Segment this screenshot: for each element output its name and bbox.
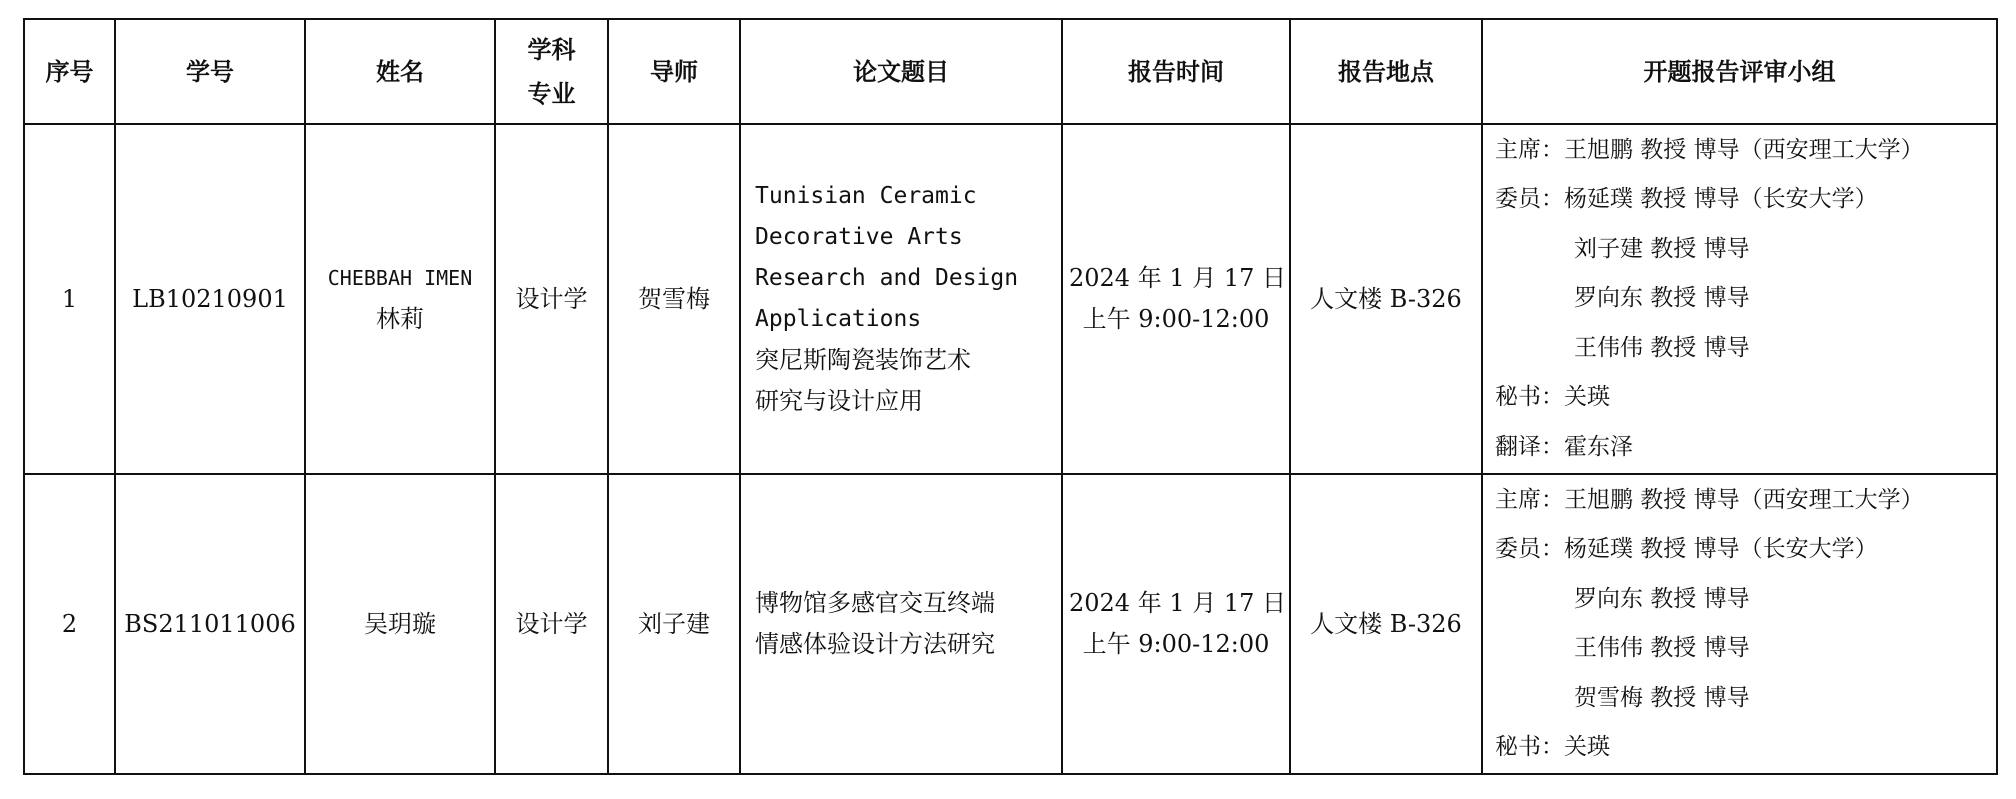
report-time-range: 上午 9:00-12:00 [1082, 305, 1270, 333]
cell-student-id: BS211011006 [115, 474, 305, 774]
cell-report-time [1062, 124, 1290, 474]
cell-report-place: 人文楼 B-326 [1290, 474, 1482, 774]
header-seq: 序号 [24, 19, 115, 124]
cell-advisor: 刘子建 [608, 474, 740, 774]
committee-member: 王伟伟 教授 博导 [1574, 635, 1750, 661]
cell-major: 设计学 [495, 474, 608, 774]
cell-seq: 1 [24, 124, 115, 474]
cell-name [305, 474, 495, 774]
committee-translator: 翻译：霍东泽 [1495, 433, 1633, 460]
student-name-zh: 林莉 [376, 305, 424, 333]
report-date: 2024 年 1 月 17 日 [1069, 264, 1287, 292]
table-row [24, 124, 1997, 474]
committee-member: 罗向东 教授 博导 [1574, 285, 1750, 312]
committee-member: 王伟伟 教授 博导 [1574, 334, 1750, 361]
header-major [495, 19, 608, 124]
defense-schedule-table [23, 18, 1998, 775]
cell-student-id: LB10210901 [115, 124, 305, 474]
cell-committee [1482, 474, 1997, 774]
title-zh-line: 研究与设计应用 [755, 387, 923, 415]
cell-report-time [1062, 474, 1290, 774]
committee-member: 委员：杨延璞 教授 博导（长安大学） [1495, 186, 1878, 213]
title-zh-line: 突尼斯陶瓷装饰艺术 [755, 346, 971, 374]
header-row [24, 19, 1997, 124]
cell-name [305, 124, 495, 474]
header-advisor: 导师 [608, 19, 740, 124]
table-row [24, 474, 1997, 774]
title-en-line: Applications [755, 306, 922, 332]
title-en-line: Tunisian Ceramic [755, 183, 977, 209]
title-en-line: Decorative Arts [755, 224, 963, 250]
committee-chair: 主席：王旭鹏 教授 博导（西安理工大学） [1495, 486, 1924, 513]
header-committee: 开题报告评审小组 [1482, 19, 1997, 124]
committee-member: 委员：杨延璞 教授 博导（长安大学） [1495, 536, 1878, 562]
committee-secretary: 秘书：关瑛 [1495, 734, 1610, 760]
header-thesis-title: 论文题目 [740, 19, 1062, 124]
committee-member: 刘子建 教授 博导 [1574, 235, 1750, 262]
header-student-id: 学号 [115, 19, 305, 124]
title-zh-line: 博物馆多感官交互终端 [755, 589, 995, 617]
student-name-en: CHEBBAH IMEN [327, 266, 473, 290]
committee-chair: 主席：王旭鹏 教授 博导（西安理工大学） [1495, 136, 1924, 163]
student-name-zh: 吴玥璇 [364, 609, 436, 638]
header-major-line2: 专业 [527, 79, 576, 108]
committee-secretary: 秘书：关瑛 [1495, 384, 1610, 411]
report-time-range: 上午 9:00-12:00 [1082, 630, 1270, 658]
title-en-line: Research and Design [755, 265, 1019, 291]
header-major-line1: 学科 [527, 35, 576, 64]
report-date: 2024 年 1 月 17 日 [1069, 589, 1287, 617]
cell-committee [1482, 124, 1997, 474]
header-report-place: 报告地点 [1290, 19, 1482, 124]
title-zh-line: 情感体验设计方法研究 [755, 630, 995, 658]
committee-member: 贺雪梅 教授 博导 [1574, 684, 1750, 711]
header-name: 姓名 [305, 19, 495, 124]
cell-thesis-title [740, 124, 1062, 474]
cell-seq: 2 [24, 474, 115, 774]
header-report-time: 报告时间 [1062, 19, 1290, 124]
cell-thesis-title [740, 474, 1062, 774]
committee-member: 罗向东 教授 博导 [1574, 585, 1750, 612]
cell-major: 设计学 [495, 124, 608, 474]
cell-report-place: 人文楼 B-326 [1290, 124, 1482, 474]
cell-advisor: 贺雪梅 [608, 124, 740, 474]
